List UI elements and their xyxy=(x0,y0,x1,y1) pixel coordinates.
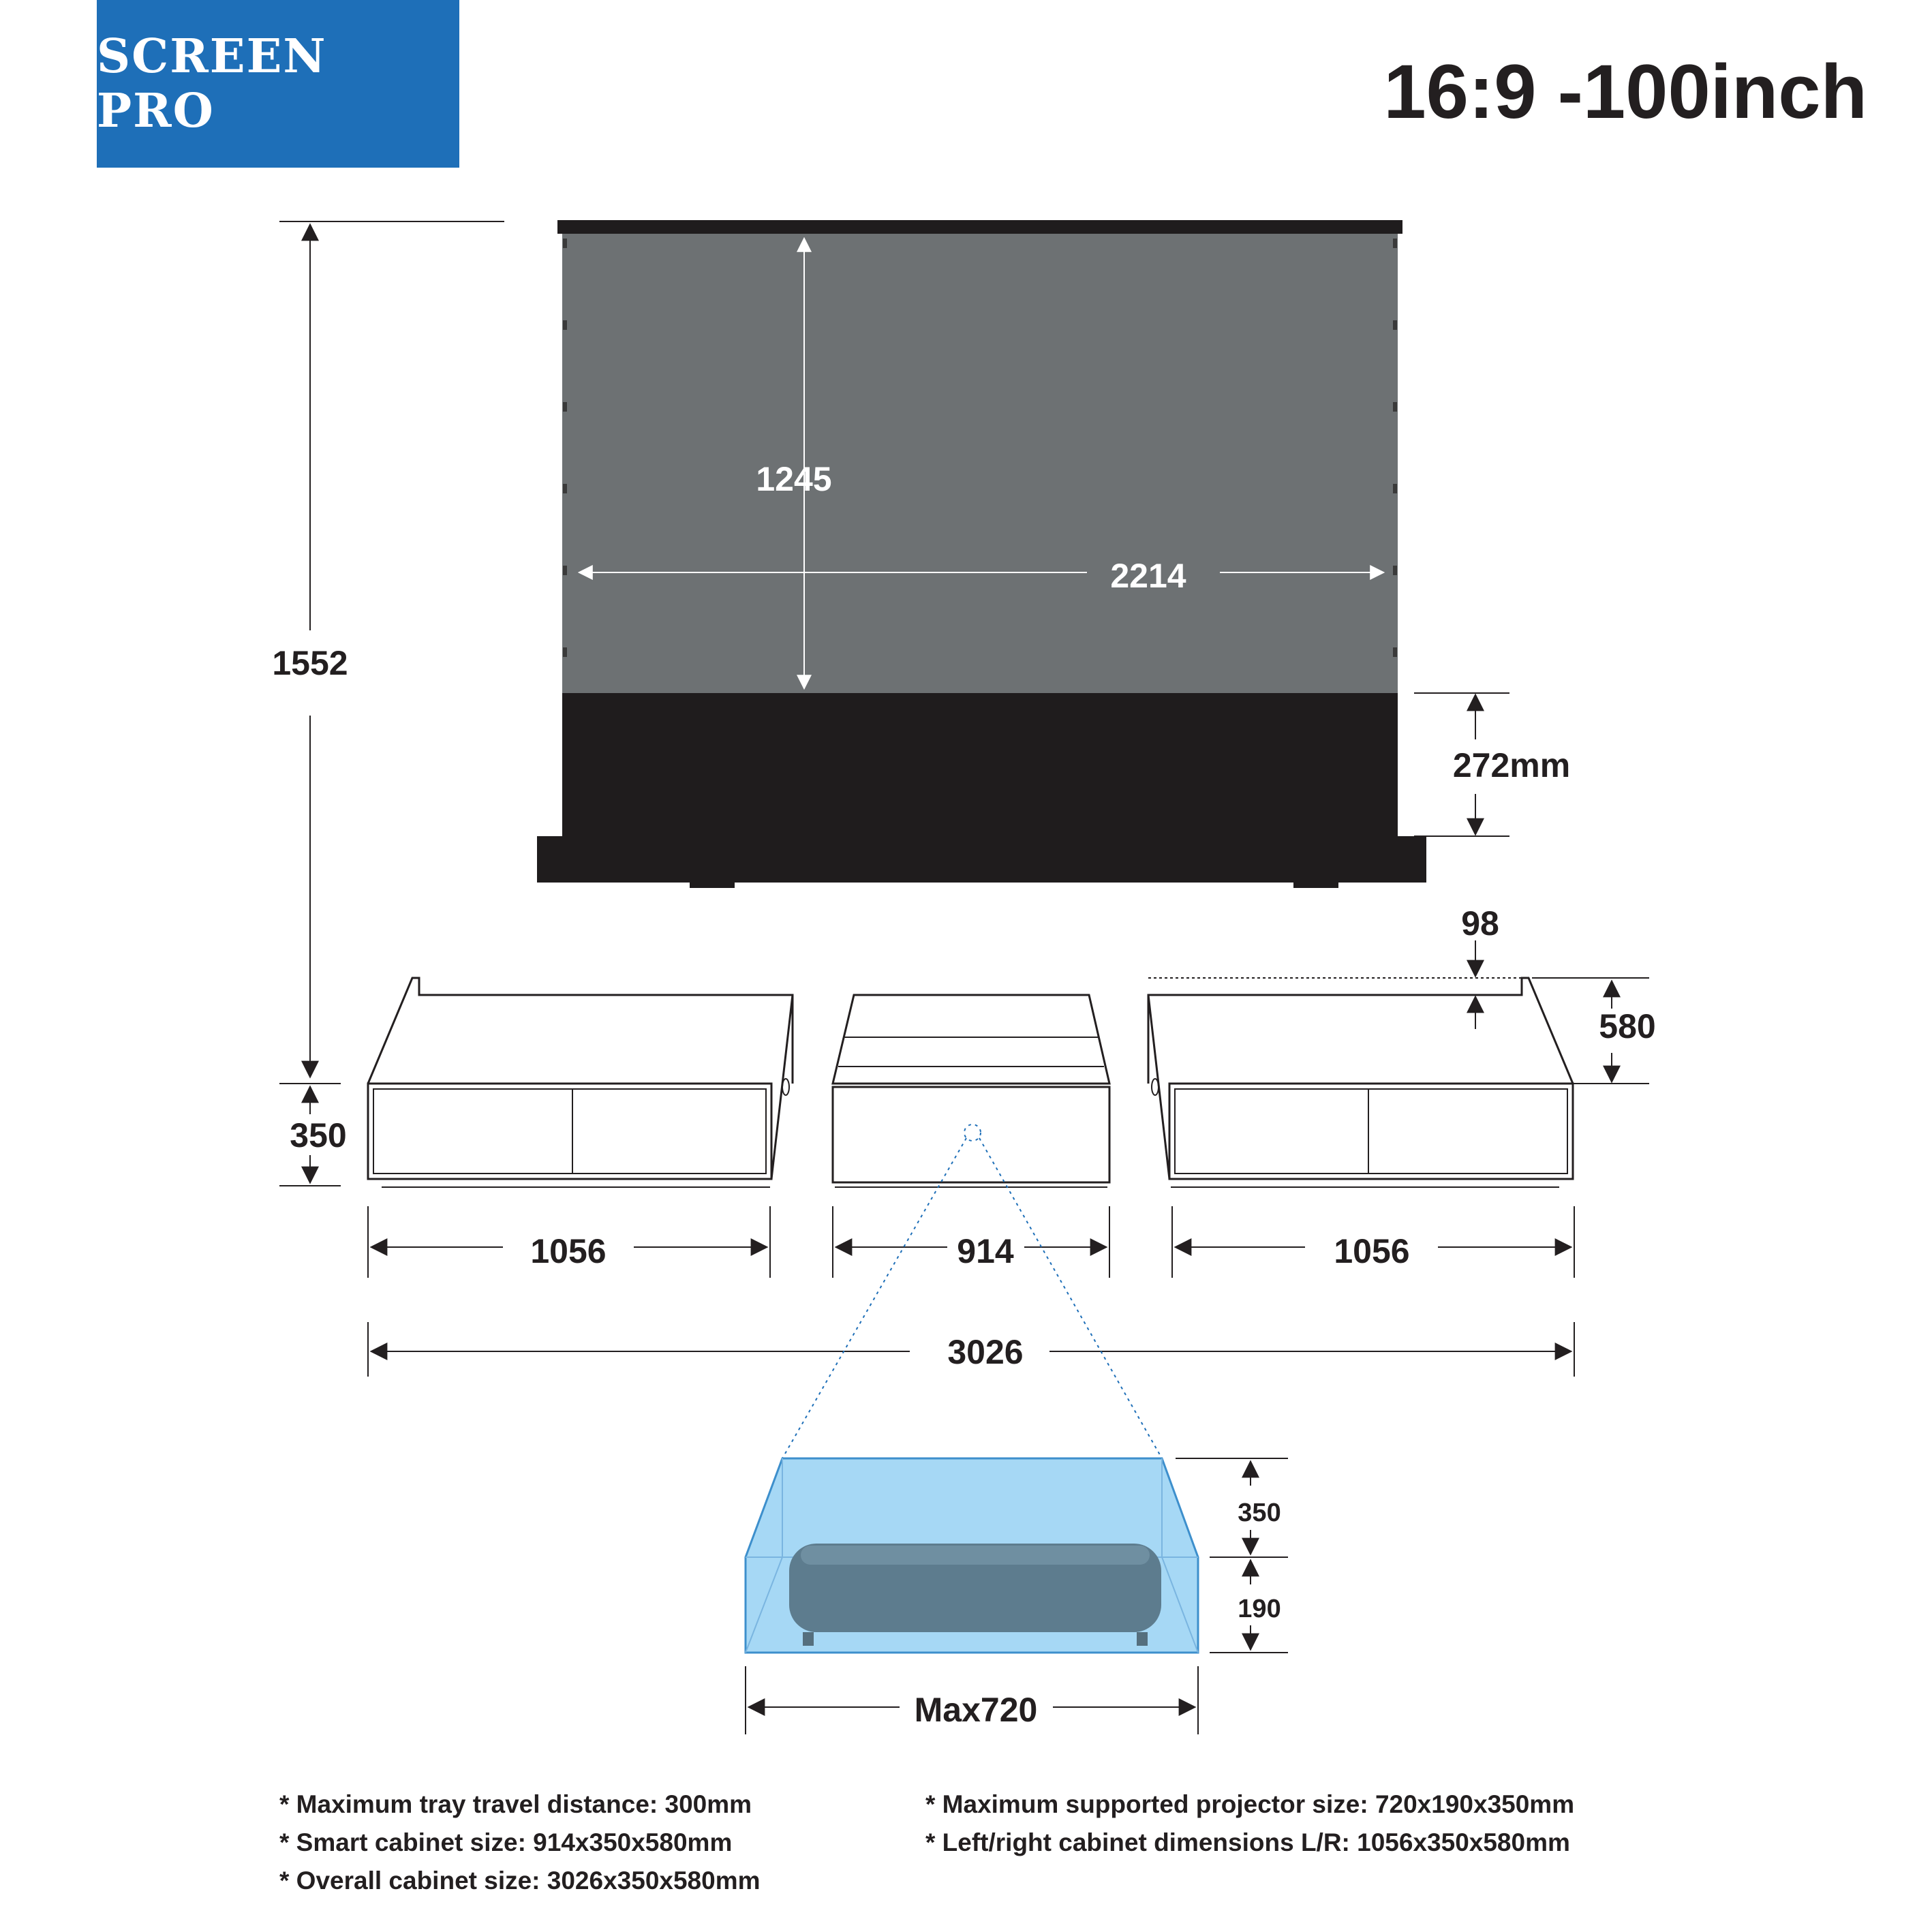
note-smart-cabinet: * Smart cabinet size: 914x350x580mm xyxy=(279,1828,733,1856)
projector-box xyxy=(746,1458,1198,1653)
note-side-cabinets: * Left/right cabinet dimensions L/R: 1056x350x580mm xyxy=(925,1828,1570,1856)
note-tray-travel: * Maximum tray travel distance: 300mm xyxy=(279,1790,752,1818)
right-cabinet xyxy=(1148,978,1573,1187)
screen-foot-left xyxy=(690,883,735,888)
right-width-label: 1056 xyxy=(1334,1232,1410,1270)
screen-top-bar xyxy=(557,220,1402,234)
screen-foot-right xyxy=(1293,883,1338,888)
notes-right xyxy=(925,1785,1574,1862)
note-overall-cabinet: * Overall cabinet size: 3026x350x580mm xyxy=(279,1867,761,1895)
notes-left xyxy=(279,1785,761,1900)
left-width-label: 1056 xyxy=(530,1232,607,1270)
screen-surface xyxy=(562,225,1398,693)
note-projector-size: * Maximum supported projector size: 720x190x350mm xyxy=(925,1790,1575,1818)
projector-zoom-lines xyxy=(782,1124,1162,1458)
projector-height-label: 190 xyxy=(1238,1595,1281,1623)
screen-width-label: 2214 xyxy=(1110,557,1186,595)
projector-depth-label: 350 xyxy=(1238,1499,1281,1527)
screen-base-housing xyxy=(537,836,1426,883)
cabinet-depth-label: 580 xyxy=(1599,1007,1656,1045)
page-title: 16:9 -100inch xyxy=(1383,49,1867,134)
cabinet-depth-dimension xyxy=(1148,940,1649,1084)
screen-black-border xyxy=(562,693,1398,836)
center-width-label: 914 xyxy=(957,1232,1014,1270)
side-offset-label: 98 xyxy=(1461,904,1499,942)
overall-height-label: 1552 xyxy=(272,644,348,682)
screen-height-label: 1245 xyxy=(756,460,832,498)
projector-width-label: Max720 xyxy=(914,1691,1038,1729)
logo-text: SCREEN PRO xyxy=(97,29,327,138)
projector-device xyxy=(789,1544,1161,1646)
projection-screen xyxy=(537,220,1426,888)
border-height-label: 272mm xyxy=(1452,746,1571,784)
total-width-label: 3026 xyxy=(947,1333,1024,1371)
left-cabinet xyxy=(368,978,793,1187)
center-cabinet xyxy=(833,995,1109,1187)
cabinet-height-label: 350 xyxy=(290,1116,347,1154)
